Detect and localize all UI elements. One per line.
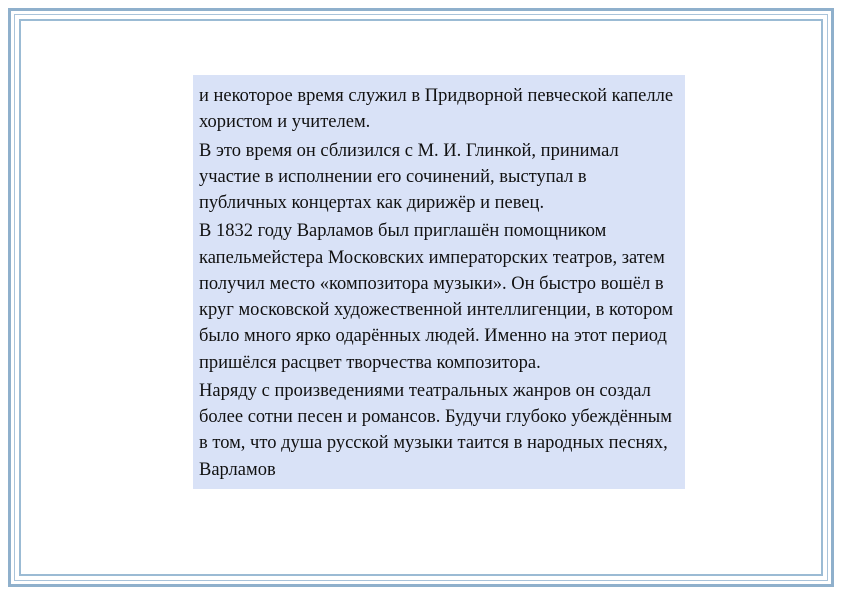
paragraph: Наряду с произведениями театральных жанров он создал более сотни песен и романсов. Будучи глубоко убеждённым в том, что душа русской музыки таится в народных песнях, Варламов — [199, 380, 672, 480]
paragraph: и некоторое время служил в Придворной певческой капелле хористом и учителем. — [199, 86, 674, 133]
paragraph: В это время он сблизился с М. И. Глинкой, принимал участие в исполнении его сочинений, выступал в публичных концертах как дирижёр и певец. — [199, 140, 619, 214]
highlighted-text-block — [193, 75, 685, 489]
paragraph: В 1832 году Варламов был приглашён помощником капельмейстера Московских императорских театров, затем получил место «композитора музыки». Он быстро вошёл в круг московской художественной интеллигенции, в котором было много ярко одарённых людей. Именно на этот период пришёлся расцвет творчества композитора. — [199, 221, 674, 373]
slide-content-area — [30, 30, 812, 565]
